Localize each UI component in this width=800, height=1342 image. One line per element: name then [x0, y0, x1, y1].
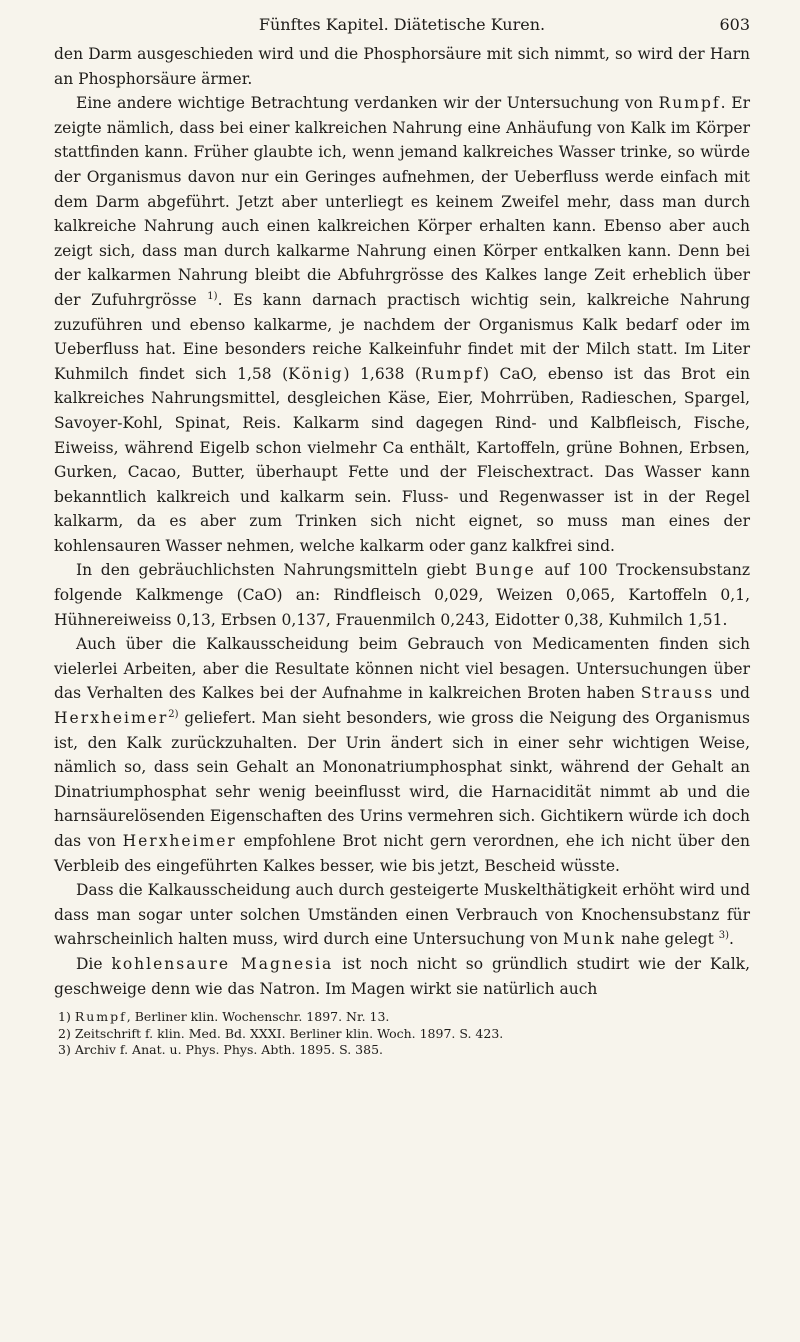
author-name: Bunge: [475, 561, 536, 580]
chapter-title: Fünftes Kapitel. Diätetische Kuren.: [258, 15, 546, 34]
running-header: [54, 8, 750, 42]
footnote-3: 3) Archiv f. Anat. u. Phys. Phys. Abth. 1895. S. 385.: [58, 1042, 384, 1058]
author-name: Herxheimer: [54, 709, 169, 728]
paragraph-2: Eine andere wichtige Betrachtung verdanken wir der Untersuchung von Rumpf. Er zeigte nämlich, dass bei einer kalkreichen Nahrung eine Anhäufung von Kalk im Körper stattfinden kann. Früher glaubte ich, wenn jemand kalkreiches Wasser trinke, so würde der Organismus davon nur ein Geringes aufnehmen, der Ueberfluss werde einfach mit dem Darm abgeführt. Jetzt aber unterliegt es keinem Zweifel mehr, dass man durch kalkreiche Nahrung auch einen kalkreichen Körper erhalten kann. Ebenso aber auch zeigt sich, dass man durch kalkarme Nahrung einen Körper entkalken kann. Denn bei der kalkarmen Nahrung bleibt die Abfuhrgrösse des Kalkes lange Zeit erheblich über der Zufuhrgrösse $^{1)}$. Es kann darnach practisch wichtig sein, kalkreiche Nahrung zuzuführen und ebenso kalkarme, je nachdem der Organismus Kalk bedarf oder im Ueberfluss hat. Eine besonders reiche Kalkeinfuhr findet mit der Milch statt. Im Liter Kuhmilch findet sich 1,58 (König) 1,638 (Rumpf) CaO, ebenso ist das Brot ein kalkreiches Nahrungsmittel, desgleichen Käse, Eier, Mohrrüben, Radieschen, Spargel, Savoyer-Kohl, Spinat, Reis. Kalkarm sind dagegen Rind- und Kalbfleisch, Fische, Eiweiss, während Eigelb schon vielmehr Ca enthält, Kartoffeln, grüne Bohnen, Erbsen, Gurken, Cacao, Butter, überhaupt Fette und der Fleischextract. Das Wasser kann bekanntlich kalkreich und kalkarm sein. Fluss- und Regenwasser ist in der Regel kalkarm, da es aber zum Trinken sich nicht eignet, so muss man eines der kohlensauren Wasser nehmen, welche kalkarm oder ganz kalkfrei sind.: [54, 94, 750, 555]
footnote-1: 1) Rumpf, Berliner klin. Wochenschr. 1897. Nr. 13.: [58, 1009, 390, 1025]
body-text: [54, 42, 750, 1001]
emphasized-term: kohlensaure Magnesia: [111, 954, 334, 973]
paragraph-6: Die kohlensaure Magnesia ist noch nicht so gründlich studirt wie der Kalk, geschweige denn wie das Natron. Im Magen wirkt sie natürlich auch: [54, 954, 750, 998]
book-page: [0, 8, 800, 1342]
paragraph-1: den Darm ausgeschieden wird und die Phosphorsäure mit sich nimmt, so wird der Harn an Phosphorsäure ärmer.: [54, 45, 750, 88]
author-name: Strauss: [640, 684, 715, 703]
author-name: Rumpf: [74, 1009, 127, 1025]
author-name: Munk: [562, 930, 617, 949]
paragraph-5: Dass die Kalkausscheidung auch durch gesteigerte Muskelthätigkeit erhöht wird und dass man sogar unter solchen Umständen einen Verbrauch von Knochensubstanz für wahrscheinlich halten muss, wird durch eine Untersuchung von Munk nahe gelegt $^{3)}$.: [54, 881, 750, 949]
footnote-2: 2) Zeitschrift f. klin. Med. Bd. XXXI. Berliner klin. Woch. 1897. S. 423.: [58, 1025, 504, 1041]
paragraph-4: Auch über die Kalkausscheidung beim Gebrauch von Medicamenten finden sich vielerlei Arbeiten, aber die Resultate können nicht viel besagen. Untersuchungen über das Verhalten des Kalkes bei der Aufnahme in kalkreichen Broten haben Strauss und Herxheimer$^{2)}$ geliefert. Man sieht besonders, wie gross die Neigung des Organismus ist, den Kalk zurückzuhalten. Der Urin ändert sich in einer sehr wichtigen Weise, nämlich so, dass sein Gehalt an Mononatriumphosphat sinkt, während der Gehalt an Dinatriumphosphat sehr wenig beeinflusst wird, die Harnacidität nimmt ab und die harnsäurelösenden Eigenschaften des Urins vermehren sich. Gichtikern würde ich doch das von Herxheimer empfohlene Brot nicht gern verordnen, ehe ich nicht über den Verbleib des eingeführten Kalkes besser, wie bis jetzt, Bescheid wüsste.: [54, 635, 751, 875]
footnotes: [54, 1009, 750, 1059]
footnote-ref: 1): [207, 290, 218, 302]
author-name: Rumpf: [420, 364, 483, 383]
footnote-ref: 3): [718, 930, 729, 942]
author-name: Herxheimer: [122, 832, 237, 850]
author-name: König: [288, 364, 344, 383]
page-number: 603: [719, 15, 750, 34]
author-name: Rumpf: [658, 94, 721, 113]
paragraph-3: In den gebräuchlichsten Nahrungsmitteln giebt Bunge auf 100 Trockensubstanz folgende Kalkmenge (CaO) an: Rindfleisch 0,029, Weizen 0,065, Kartoffeln 0,1, Hühnereiweiss 0,13, Erbsen 0,137, Frauenmilch 0,243, Eidotter 0,38, Kuhmilch 1,51.: [54, 561, 751, 629]
footnote-ref: 2): [168, 708, 179, 720]
